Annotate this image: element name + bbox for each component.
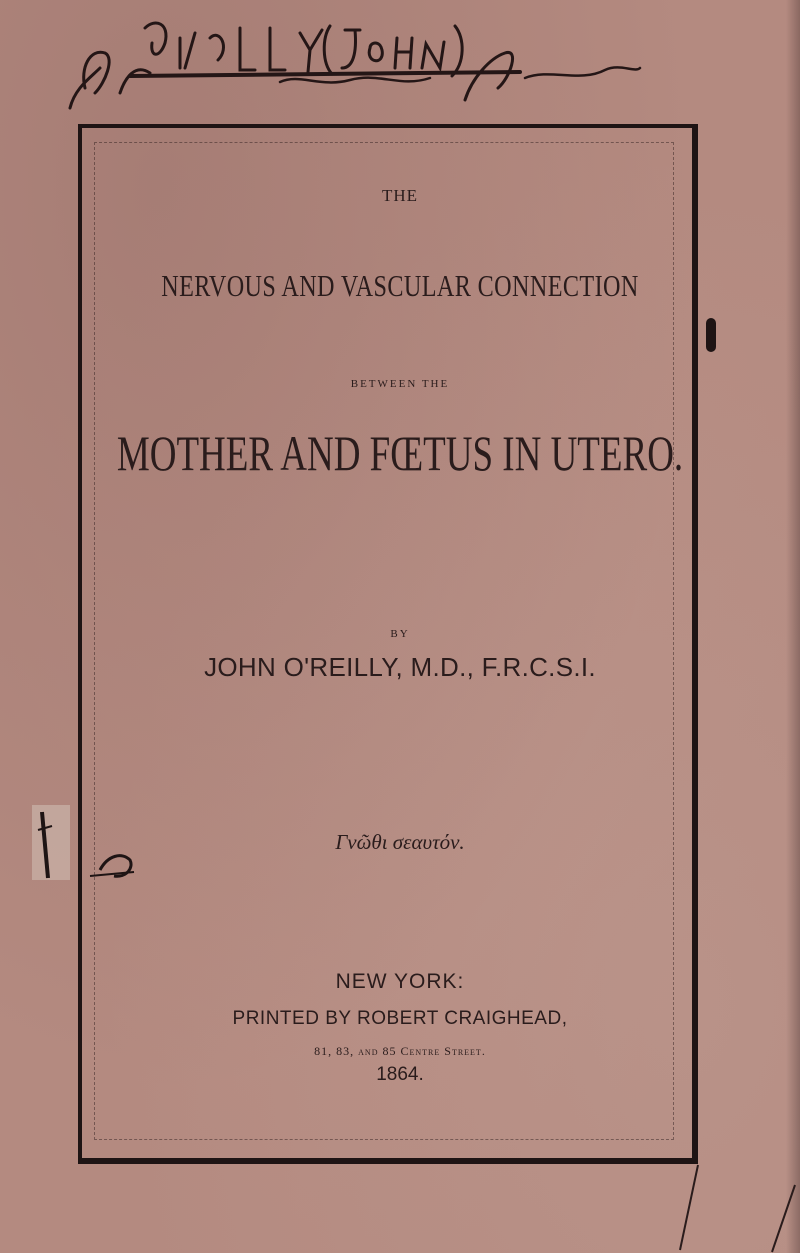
title-between: BETWEEN THE (350, 378, 450, 390)
title-line-1: NERVOUS AND VASCULAR CONNECTION (161, 268, 639, 303)
greek-motto: Γνῶθι σεαυτόν. (335, 830, 465, 854)
corner-pencil-marks (660, 1160, 800, 1253)
author-name: JOHN O'REILLY, M.D., F.R.C.S.I. (204, 652, 596, 682)
imprint-city: NEW YORK: (335, 970, 465, 993)
title-the: THE (381, 186, 419, 205)
imprint-printer: PRINTED BY ROBERT CRAIGHEAD, (232, 1008, 568, 1029)
library-stamp-mark (30, 800, 140, 885)
ink-blot (706, 318, 716, 352)
handwritten-annotation (60, 8, 660, 118)
title-line-2: MOTHER AND FŒTUS IN UTERO. (116, 425, 684, 481)
imprint-address: 81, 83, and 85 Centre Street. (314, 1044, 486, 1058)
imprint-year: 1864. (376, 1064, 424, 1085)
byline-label: BY (390, 628, 410, 640)
